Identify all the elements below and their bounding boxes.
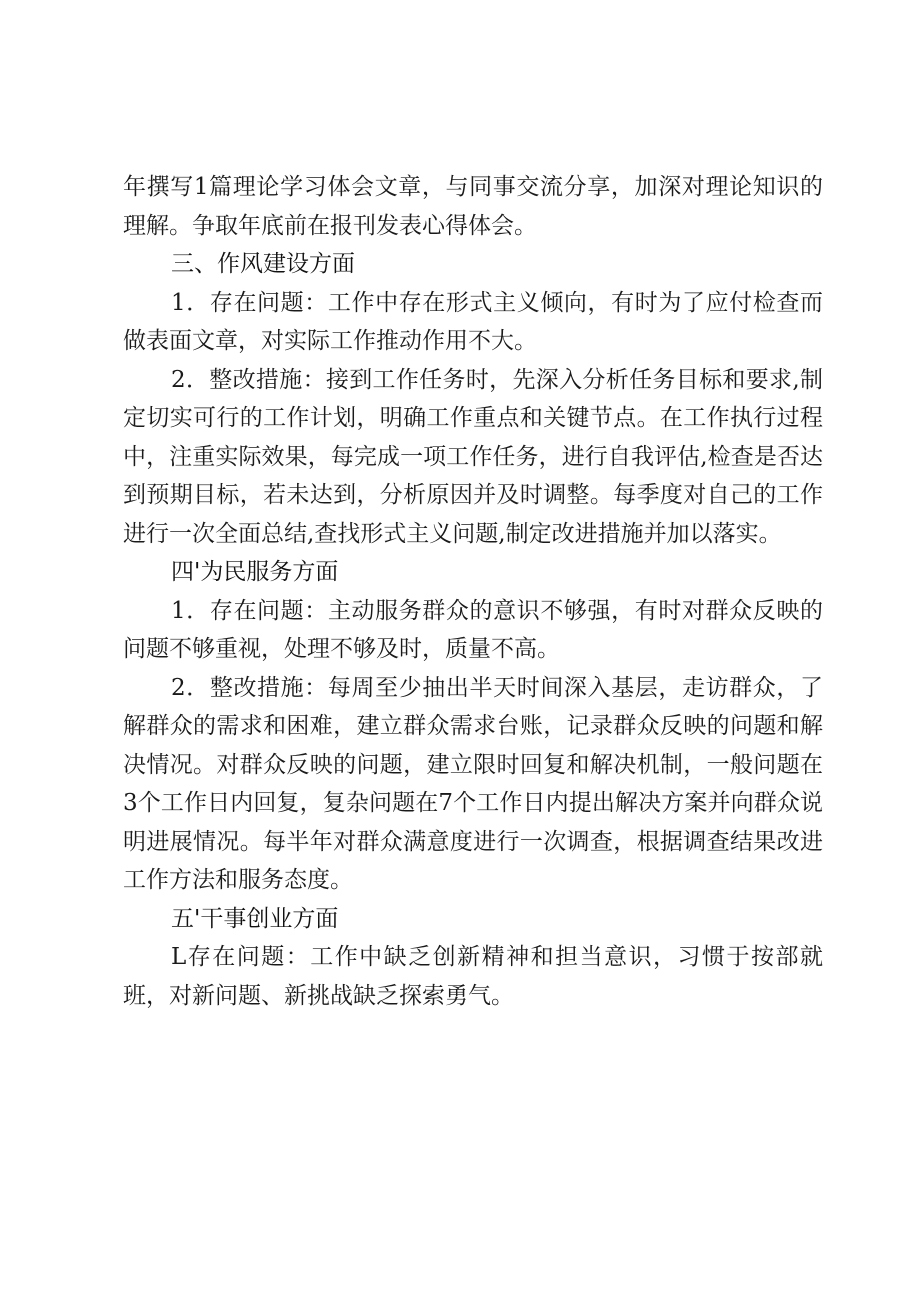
paragraph-measures: 2．整改措施：接到工作任务时，先深入分析任务目标和要求,制定切实可行的工作计划，明确工作重点和关键节点。在工作执行过程中，注重实际效果，每完成一项工作任务，进行自我评估,检查是否达到预期目标，若未达到，分析原因并及时调整。每季度对自己的工作进行一次全面总结,查找形式主义问题,制定改进措施并加以落实。 xyxy=(123,366,823,547)
paragraph-continuation: 年撰写1篇理论学习体会文章，与同事交流分享，加深对理论知识的理解。争取年底前在报刊发表心得体会。 xyxy=(123,174,823,239)
paragraph-problem: 1．存在问题：工作中存在形式主义倾向，有时为了应付检查而做表面文章，对实际工作推动作用不大。 xyxy=(123,289,823,354)
paragraph-problem: L存在问题：工作中缺乏创新精神和担当意识，习惯于按部就班，对新问题、新挑战缺乏探索勇气。 xyxy=(123,944,823,1009)
section-heading-style-building: 三、作风建设方面 xyxy=(171,251,355,277)
paragraph-problem: 1．存在问题：主动服务群众的意识不够强，有时对群众反映的问题不够重视，处理不够及时，质量不高。 xyxy=(123,597,823,662)
paragraph-measures: 2．整改措施：每周至少抽出半天时间深入基层，走访群众，了解群众的需求和困难，建立群众需求台账，记录群众反映的问题和解决情况。对群众反映的问题，建立限时回复和解决机制，一般问题在3个工作日内回复，复杂问题在7个工作日内提出解决方案并向群众说明进展情况。每半年对群众满意度进行一次调查，根据调查结果改进工作方法和服务态度。 xyxy=(123,674,823,893)
section-heading-entrepreneurship: 五'干事创业方面 xyxy=(171,905,339,932)
section-heading-serving-people: 四'为民服务方面 xyxy=(171,559,339,585)
document-body xyxy=(123,168,823,1015)
